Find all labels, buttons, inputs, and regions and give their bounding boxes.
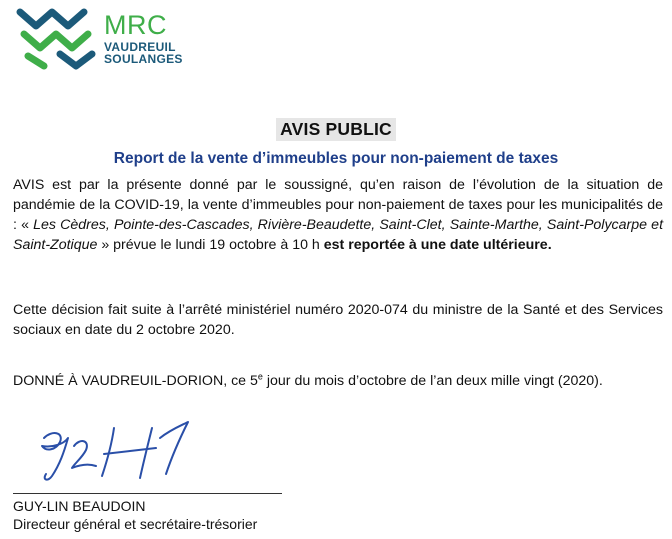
signer-name: GUY-LIN BEAUDOIN (13, 498, 146, 514)
given-at-text-b: jour du mois d’octobre de l’an deux mille vingt (2020). (262, 373, 603, 389)
mrc-logo (14, 4, 184, 70)
paragraph-announcement (13, 175, 663, 255)
announcement-text-b: » prévue le lundi 19 octobre à 10 h (97, 237, 324, 253)
logo-mrc-text: MRC (104, 10, 167, 40)
notice-title (0, 118, 672, 141)
signer-role: Directeur général et secrétaire-trésorier (13, 516, 258, 532)
signature-line (13, 493, 282, 494)
postponed-statement: est reportée à une date ultérieure. (323, 237, 552, 253)
signer-block (13, 497, 257, 533)
logo-mark-icon (14, 4, 100, 70)
logo-vaudreuil-text: VAUDREUIL (104, 40, 176, 54)
handwritten-signature (30, 418, 210, 486)
notice-subtitle: Report de la vente d’immeubles pour non-paiement de taxes (113, 150, 559, 167)
paragraph-decision: Cette décision fait suite à l’arrêté ministériel numéro 2020-074 du ministre de la Santé et des Services sociaux en date du 2 octobre 2020. (13, 302, 663, 338)
notice-title-text: AVIS PUBLIC (276, 118, 396, 141)
paragraph-given-at (13, 371, 672, 391)
ordinal-suffix: e (257, 371, 263, 382)
announcement-text-a: AVIS est par la présente donné par le soussigné, qu’en raison de l’évolution de la situation de pandémie de la COVID-19, la vente d’immeubles pour non-paiement de taxes pour les municipalités de : « (13, 177, 663, 233)
logo-soulanges-text: SOULANGES (104, 52, 183, 66)
given-at-text-a: DONNÉ À VAUDREUIL-DORION, ce 5 (13, 373, 258, 389)
municipalities-list: Les Cèdres, Pointe-des-Cascades, Rivière-Beaudette, Saint-Clet, Sainte-Marthe, Saint-Polycarpe et Saint-Zotique (13, 217, 664, 253)
